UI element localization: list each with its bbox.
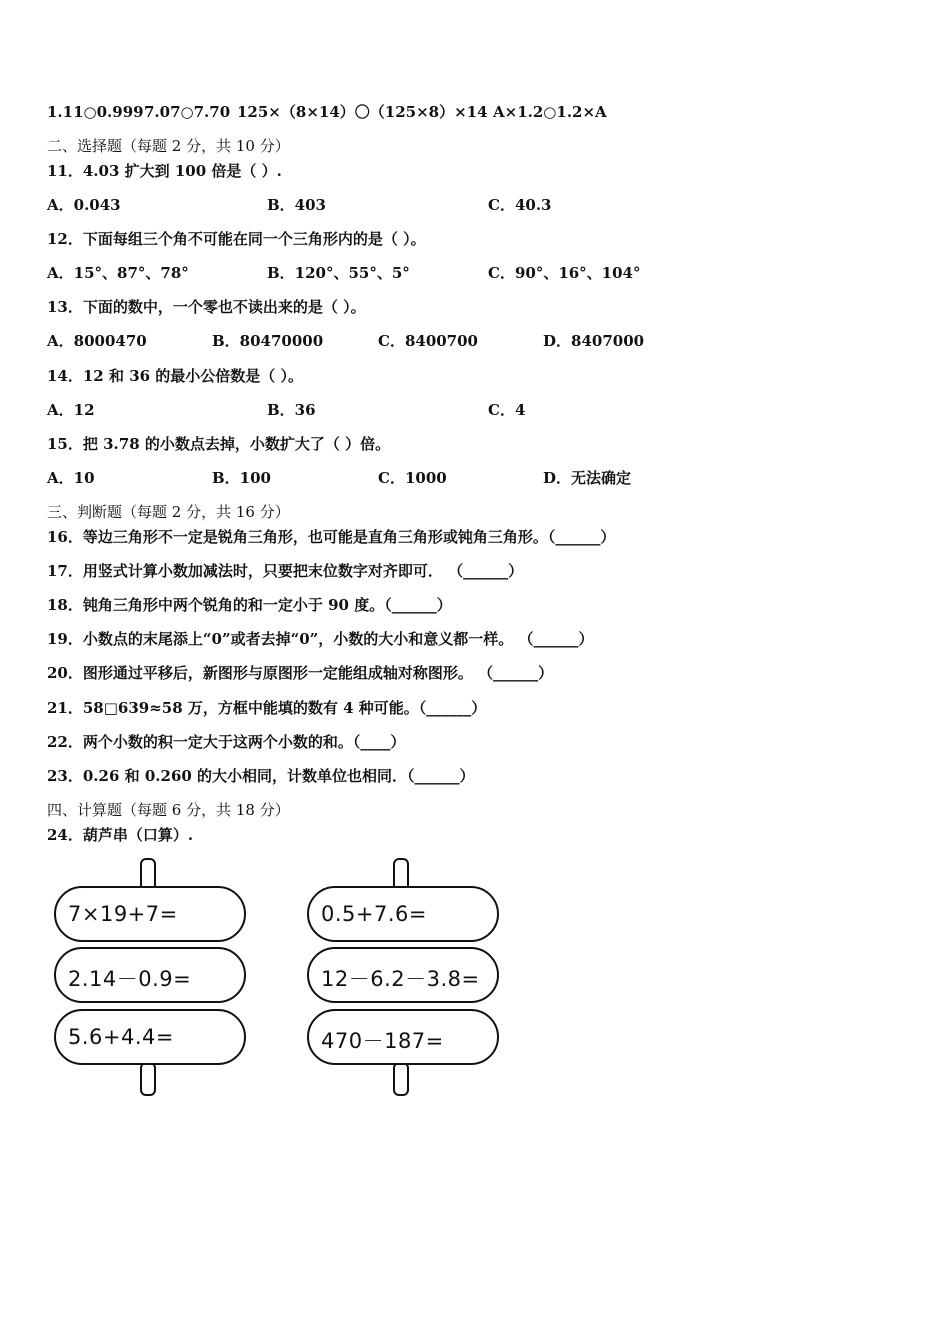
- option-a: A．15°、87°、78°: [47, 264, 189, 282]
- bead-expression: 0.5+7.6=: [321, 902, 427, 926]
- gourd-bead: [54, 886, 246, 942]
- left-gourd-skewer: [54, 858, 250, 1094]
- option-d: D．无法确定: [543, 469, 632, 487]
- skewer-stick-bottom: [393, 1062, 409, 1096]
- question-18: 18．钝角三角形中两个锐角的和一定小于 90 度。（______）: [47, 596, 452, 614]
- option-c: C．1000: [378, 469, 447, 487]
- gourd-bead: [307, 1009, 499, 1065]
- bead-expression: 5.6+4.4=: [68, 1025, 174, 1049]
- gourd-bead: [54, 1009, 246, 1065]
- compare-item: 125×（8×14）〇（125×8）×14: [237, 103, 488, 121]
- compare-item: A×1.2○1.2×A: [493, 103, 607, 121]
- question-24: 24．葫芦串（口算）.: [47, 826, 194, 844]
- option-c: C．4: [488, 401, 526, 419]
- option-d: D．8407000: [543, 332, 645, 350]
- option-c: C．90°、16°、104°: [488, 264, 641, 282]
- question-22: 22．两个小数的积一定大于这两个小数的和。（____）: [47, 733, 406, 751]
- option-b: B．100: [212, 469, 271, 487]
- gourd-bead: [307, 886, 499, 942]
- option-a: A．10: [47, 469, 95, 487]
- question-11: 11．4.03 扩大到 100 倍是（ ）.: [47, 162, 282, 180]
- gourd-bead: [307, 947, 499, 1003]
- question-16: 16．等边三角形不一定是锐角三角形，也可能是直角三角形或钝角三角形。（______）: [47, 528, 616, 546]
- question-19: 19．小数点的末尾添上“0”或者去掉“0”，小数的大小和意义都一样。 （______）: [47, 630, 594, 648]
- question-13: 13．下面的数中，一个零也不读出来的是（ ）。: [47, 298, 366, 316]
- section2-heading: 二、选择题（每题 2 分，共 10 分）: [47, 137, 290, 155]
- question-14: 14．12 和 36 的最小公倍数是（ ）。: [47, 367, 304, 385]
- section3-heading: 三、判断题（每题 2 分，共 16 分）: [47, 503, 290, 521]
- question-20: 20．图形通过平移后，新图形与原图形一定能组成轴对称图形。 （______）: [47, 664, 554, 682]
- option-a: A．8000470: [47, 332, 147, 350]
- section4-heading: 四、计算题（每题 6 分，共 18 分）: [47, 801, 290, 819]
- option-a: A．12: [47, 401, 95, 419]
- question-23: 23．0.26 和 0.260 的大小相同，计数单位也相同．（______）: [47, 767, 475, 785]
- bead-expression: 7×19+7=: [68, 902, 178, 926]
- question-15: 15．把 3.78 的小数点去掉，小数扩大了（ ）倍。: [47, 435, 391, 453]
- option-b: B．120°、55°、5°: [267, 264, 410, 282]
- bead-expression: 12－6.2－3.8=: [321, 967, 480, 991]
- bead-expression: 2.14－0.9=: [68, 967, 192, 991]
- option-b: B．80470000: [212, 332, 324, 350]
- option-b: B．403: [267, 196, 326, 214]
- gourd-bead: [54, 947, 246, 1003]
- compare-item: 7.07○7.70: [144, 103, 231, 121]
- option-a: A．0.043: [47, 196, 121, 214]
- skewer-stick-bottom: [140, 1062, 156, 1096]
- question-21: 21．58□639≈58 万，方框中能填的数有 4 种可能。（______）: [47, 699, 487, 717]
- right-gourd-skewer: [307, 858, 503, 1094]
- compare-item: 1.11○0.999: [47, 103, 144, 121]
- option-c: C．40.3: [488, 196, 552, 214]
- option-c: C．8400700: [378, 332, 478, 350]
- question-17: 17．用竖式计算小数加减法时，只要把末位数字对齐即可． （______）: [47, 562, 524, 580]
- option-b: B．36: [267, 401, 316, 419]
- question-12: 12．下面每组三个角不可能在同一个三角形内的是（ ）。: [47, 230, 426, 248]
- bead-expression: 470－187=: [321, 1029, 444, 1053]
